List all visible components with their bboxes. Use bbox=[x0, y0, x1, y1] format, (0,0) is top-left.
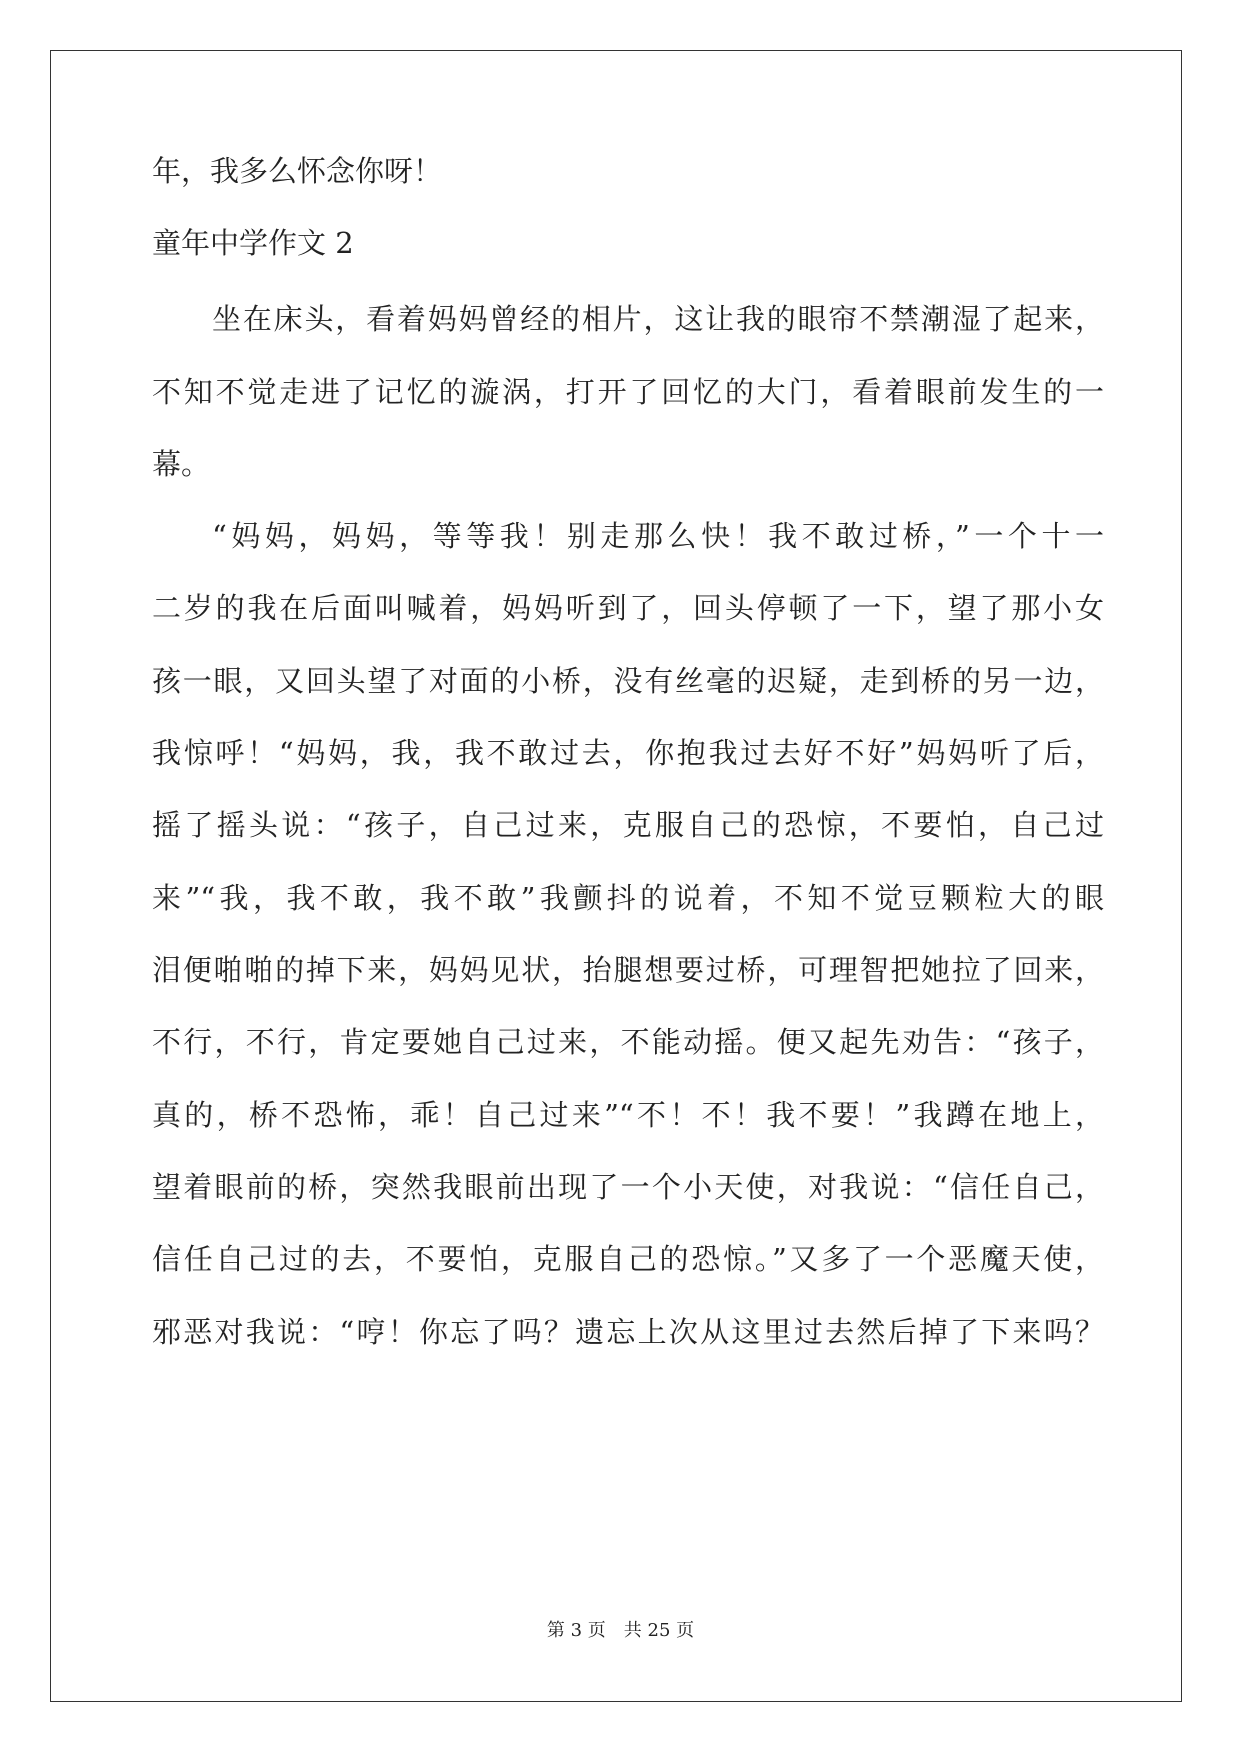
text-line: 孩一眼，又回头望了对面的小桥，没有丝毫的迟疑，走到桥的另一边， bbox=[152, 664, 1104, 698]
text-line: 我惊呼！“妈妈，我，我不敢过去，你抱我过去好不好”妈妈听了后， bbox=[152, 736, 1104, 770]
page-number-footer: 第 3 页 共 25 页 bbox=[546, 1620, 695, 1641]
text-line: “妈妈，妈妈，等等我！别走那么快！我不敢过桥，”一个十一 bbox=[212, 519, 1104, 553]
text-line: 年，我多么怀念你呀！ bbox=[152, 154, 443, 188]
text-line: 不知不觉走进了记忆的漩涡，打开了回忆的大门，看着眼前发生的一 bbox=[152, 375, 1104, 409]
text-line: 二岁的我在后面叫喊着，妈妈听到了，回头停顿了一下，望了那小女 bbox=[152, 591, 1104, 625]
text-line: 来”“我，我不敢，我不敢”我颤抖的说着，不知不觉豆颗粒大的眼 bbox=[152, 881, 1104, 915]
text-line: 望着眼前的桥，突然我眼前出现了一个小天使，对我说：“信任自己， bbox=[152, 1170, 1104, 1204]
text-line: 邪恶对我说：“哼！你忘了吗？遗忘上次从这里过去然后掉了下来吗？ bbox=[152, 1315, 1104, 1349]
text-line: 泪便啪啪的掉下来，妈妈见状，抬腿想要过桥，可理智把她拉了回来， bbox=[152, 953, 1104, 987]
text-line: 坐在床头，看着妈妈曾经的相片，这让我的眼帘不禁潮湿了起来， bbox=[212, 302, 1104, 336]
text-line: 摇了摇头说：“孩子，自己过来，克服自己的恐惊，不要怕，自己过 bbox=[152, 808, 1104, 842]
text-line: 真的，桥不恐怖，乖！自己过来”“不！不！我不要！”我蹲在地上， bbox=[152, 1098, 1104, 1132]
text-line: 不行，不行，肯定要她自己过来，不能动摇。便又起先劝告：“孩子， bbox=[152, 1025, 1104, 1059]
text-line: 幕。 bbox=[152, 447, 211, 481]
page-border bbox=[50, 50, 1182, 1702]
section-heading: 童年中学作文 2 bbox=[152, 226, 354, 260]
text-line: 信任自己过的去，不要怕，克服自己的恐惊。”又多了一个恶魔天使， bbox=[152, 1242, 1104, 1276]
